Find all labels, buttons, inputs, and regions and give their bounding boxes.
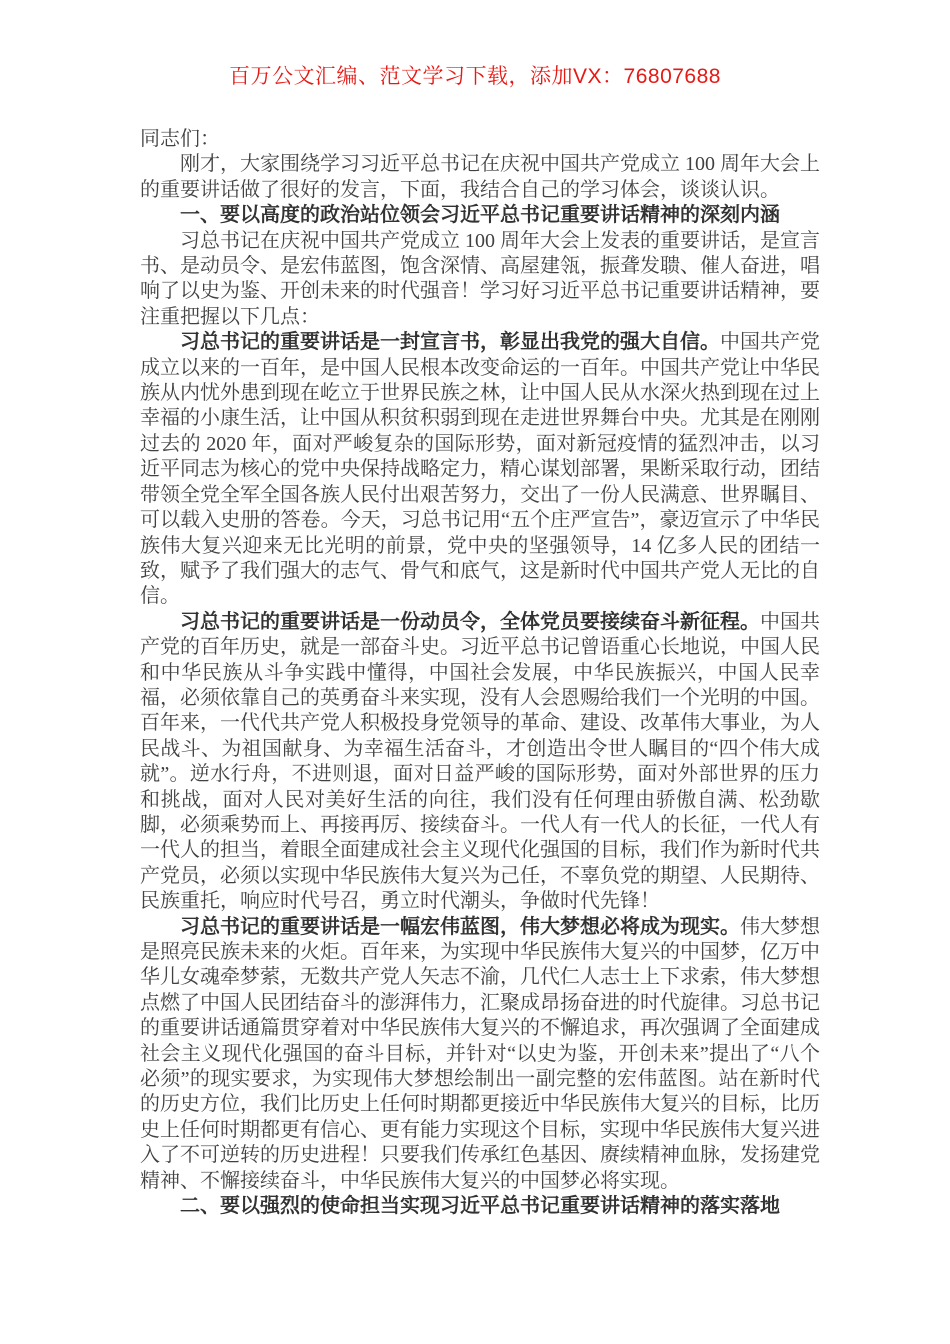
paragraph-lead: 习总书记的重要讲话是一封宣言书，彰显出我党的强大自信。 xyxy=(180,331,720,354)
paragraph xyxy=(140,330,820,609)
paragraph-lead: 习总书记的重要讲话是一份动员令，全体党员要接续奋斗新征程。 xyxy=(180,610,760,633)
paragraph-text: 中国共产党成立以来的一百年，是中国人民根本改变命运的一百年。中国共产党让中华民族从内忧外患到现在屹立于世界民族之林，让中国人民从水深火热到现在过上幸福的小康生活，让中国从积贫积弱到现在走进世界舞台中央。尤其是在刚刚过去的 2020 年，面对严峻复杂的国际形势，面对新冠疫情的猛烈冲击，以习近平同志为核心的党中央保持战略定力，精心谋划部署，果断采取行动，团结带领全党全军全国各族人民付出艰苦努力，交出了一份人民满意、世界瞩目、可以载入史册的答卷。今天，习总书记用“五个庄严宣告”，豪迈宣示了中华民族伟大复兴迎来无比光明的前景，党中央的坚强领导，14 亿多人民的团结一致，赋予了我们强大的志气、骨气和底气，这是新时代中国共产党人无比的自信。 xyxy=(140,331,820,608)
paragraph: 习总书记在庆祝中国共产党成立 100 周年大会上发表的重要讲话，是宣言书、是动员令、是宏伟蓝图，饱含深情、高屋建瓴，振聋发聩、催人奋进，唱响了以史为鉴、开创未来的时代强音！学习好习近平总书记重要讲话精神，要注重把握以下几点： xyxy=(140,229,820,328)
promo-banner-text: 百万公文汇编、范文学习下载，添加VX：76807688 xyxy=(229,65,721,88)
paragraph-text: 中国共产党的百年历史，就是一部奋斗史。习近平总书记曾语重心长地说，中国人民和中华民族从斗争实践中懂得，中国社会发展，中华民族振兴，中国人民幸福，必须依靠自己的英勇奋斗来实现，没有人会恩赐给我们一个光明的中国。百年来，一代代共产党人积极投身党领导的革命、建设、改革伟大事业，为人民战斗、为祖国献身、为幸福生活奋斗，才创造出令世人瞩目的“四个伟大成就”。逆水行舟，不进则退，面对日益严峻的国际形势，面对外部世界的压力和挑战，面对人民对美好生活的向往，我们没有任何理由骄傲自满、松劲歇脚，必须乘势而上、再接再厉、接续奋斗。一代人有一代人的长征，一代人有一代人的担当，着眼全面建成社会主义现代化强国的目标，我们作为新时代共产党员，必须以实现中华民族伟大复兴为己任，不辜负党的期望、人民期待、民族重托，响应时代号召，勇立时代潮头，争做时代先锋！ xyxy=(140,610,820,913)
paragraph: 刚才，大家围绕学习习近平总书记在庆祝中国共产党成立 100 周年大会上的重要讲话做了很好的发言，下面，我结合自己的学习体会，谈谈认识。 xyxy=(140,153,820,201)
paragraph-text: 伟大梦想是照亮民族未来的火炬。百年来，为实现中华民族伟大复兴的中国梦，亿万中华儿女魂牵梦萦，无数共产党人矢志不渝，几代仁人志士上下求索，伟大梦想点燃了中国人民团结奋斗的澎湃伟力，汇聚成昂扬奋进的时代旋律。习总书记的重要讲话通篇贯穿着对中华民族伟大复兴的不懈追求，再次强调了全面建成社会主义现代化强国的奋斗目标，并针对“以史为鉴，开创未来”提出了“八个必须”的现实要求，为实现伟大梦想绘制出一副完整的宏伟蓝图。站在新时代的历史方位，我们比历史上任何时期都更接近中华民族伟大复兴的目标，比历史上任何时期都更有信心、更有能力实现这个目标，实现中华民族伟大复兴进入了不可逆转的历史进程！只要我们传承红色基因、赓续精神血脉，发扬建党精神、不懈接续奋斗，中华民族伟大复兴的中国梦必将实现。 xyxy=(140,915,820,1192)
document-body xyxy=(0,127,950,1219)
salutation: 同志们： xyxy=(140,128,220,150)
paragraphs-container xyxy=(140,152,820,1219)
paragraph xyxy=(140,610,820,915)
paragraph-lead: 习总书记的重要讲话是一幅宏伟蓝图，伟大梦想必将成为现实。 xyxy=(180,915,740,938)
paragraph xyxy=(140,915,820,1194)
section-heading: 二、要以强烈的使命担当实现习近平总书记重要讲话精神的落实落地 xyxy=(180,1195,780,1218)
section-heading: 一、要以高度的政治站位领会习近平总书记重要讲话精神的深刻内涵 xyxy=(180,204,780,227)
